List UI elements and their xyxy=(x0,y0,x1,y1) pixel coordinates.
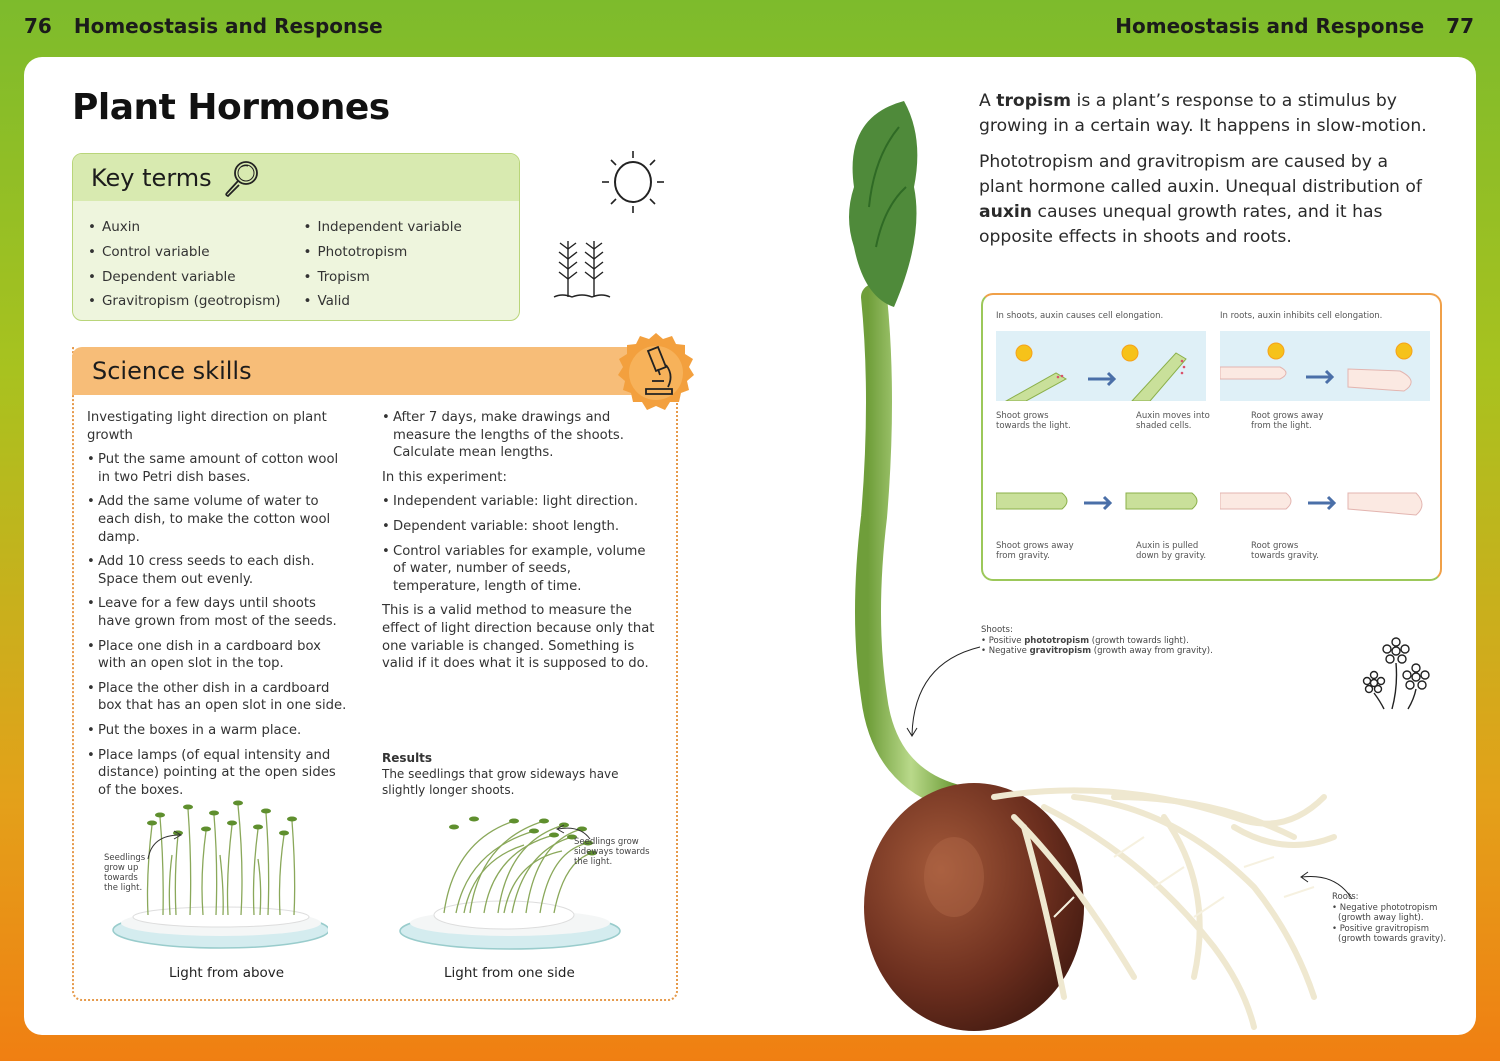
shoot-phototropism-panel xyxy=(996,331,1206,401)
results-block xyxy=(382,750,632,798)
science-skills-column-2 xyxy=(382,409,662,680)
method-step: • Add the same volume of water to each dish, to make the cotton wool damp. xyxy=(87,493,347,546)
key-terms-box xyxy=(72,153,520,321)
results-text: The seedlings that grow sideways have slightly longer shoots. xyxy=(382,767,619,797)
method-step: • Place one dish in a cardboard box with an open slot in the top. xyxy=(87,638,347,673)
key-term: • Auxin xyxy=(88,215,304,240)
experiment-heading: In this experiment: xyxy=(382,469,507,485)
magnifier-icon xyxy=(219,158,263,198)
page-title: Plant Hormones xyxy=(72,87,390,128)
seedlings-doodle-icon xyxy=(552,235,612,301)
key-terms-header xyxy=(73,154,519,201)
shoots-annotation: Shoots: • Positive phototropism (growth towards light). • Negative gravitropism (growth away from gravity). xyxy=(981,625,1213,656)
shoot-gravity-diagram xyxy=(996,481,1206,527)
experiment-intro: Investigating light direction on plant growth xyxy=(87,410,327,443)
book-spread xyxy=(24,57,1476,1035)
flowers-doodle-icon xyxy=(1362,637,1434,711)
auxin-label-5: Auxin is pulled down by gravity. xyxy=(1136,541,1207,561)
dish1-annotation: Seedlings grow up towards the light. xyxy=(104,853,146,893)
science-skills-header xyxy=(72,347,678,395)
roots-diagram-title: In roots, auxin inhibits cell elongation. xyxy=(1220,311,1383,321)
variable-item: • Dependent variable: shoot length. xyxy=(382,518,662,536)
auxin-label-1: Shoot grows towards the light. xyxy=(996,411,1071,431)
tropism-term: tropism xyxy=(996,91,1072,111)
root-phototropism-panel xyxy=(1220,331,1430,401)
root-light-diagram xyxy=(1220,331,1430,401)
key-terms-left-list xyxy=(88,215,304,314)
dish2-annotation: Seedlings grow sideways towards the light. xyxy=(574,837,650,867)
results-title: Results xyxy=(382,751,433,765)
method-step: • Add 10 cress seeds to each dish. Space them out evenly. xyxy=(87,553,347,588)
intro-paragraph-1: A tropism is a plant’s response to a stimulus by growing in a certain way. It happens in slow-motion. xyxy=(979,91,1427,137)
method-step: • Put the same amount of cotton wool in two Petri dish bases. xyxy=(87,451,347,486)
auxin-diagram xyxy=(981,293,1442,581)
auxin-term: auxin xyxy=(979,202,1033,223)
sun-doodle-icon xyxy=(600,149,666,215)
method-step: • Put the boxes in a warm place. xyxy=(87,722,347,740)
key-terms-right-list xyxy=(304,215,520,314)
key-term: • Gravitropism (geotropism) xyxy=(88,289,304,314)
shoots-diagram-title: In shoots, auxin causes cell elongation. xyxy=(996,311,1164,321)
auxin-label-2: Auxin moves into shaded cells. xyxy=(1136,411,1210,431)
root-gravitropism-panel xyxy=(1220,481,1430,527)
key-terms-heading: Key terms xyxy=(91,164,212,192)
shoots-pointer-arrow xyxy=(904,643,984,743)
microscope-badge-icon xyxy=(614,331,698,415)
key-term: • Independent variable xyxy=(304,215,520,240)
science-skills-heading: Science skills xyxy=(92,357,252,385)
key-term: • Valid xyxy=(304,289,520,314)
left-page-header xyxy=(24,14,383,38)
validity-text: This is a valid method to measure the effect of light direction because only that one variable is changed. Something is valid if it does what it is supposed to do. xyxy=(382,603,655,672)
dish1-caption: Light from above xyxy=(169,965,285,981)
shoot-gravitropism-panel xyxy=(996,481,1206,527)
method-step: • Place lamps (of equal intensity and distance) pointing at the open sides of the boxes. xyxy=(87,747,347,800)
roots-annotation: Roots: • Negative phototropism (growth away light). • Positive gravitropism (growth towards gravity). xyxy=(1332,892,1447,944)
method-step: • Leave for a few days until shoots have grown from most of the seeds. xyxy=(87,595,347,630)
auxin-label-4: Shoot grows away from gravity. xyxy=(996,541,1074,561)
root-gravity-diagram xyxy=(1220,481,1430,527)
key-term: • Phototropism xyxy=(304,240,520,265)
key-term: • Dependent variable xyxy=(88,265,304,290)
dish2-caption: Light from one side xyxy=(444,965,575,981)
variable-item: • Independent variable: light direction. xyxy=(382,493,662,511)
method-step: • After 7 days, make drawings and measure the lengths of the shoots. Calculate mean lengths. xyxy=(382,409,662,462)
right-page-number: 77 xyxy=(1446,14,1474,38)
auxin-label-6: Root grows towards gravity. xyxy=(1251,541,1319,561)
right-header-title: Homeostasis and Response xyxy=(1115,14,1425,38)
shoot-light-diagram xyxy=(996,331,1206,401)
auxin-label-3: Root grows away from the light. xyxy=(1251,411,1324,431)
right-page-header xyxy=(1115,14,1474,38)
intro-paragraph-2: Phototropism and gravitropism are caused by a plant hormone called auxin. Unequal distribution of auxin causes unequal growth rates, and it has opposite effects in shoots and roots. xyxy=(979,151,1422,248)
science-skills-column-1 xyxy=(87,409,347,806)
key-term: • Control variable xyxy=(88,240,304,265)
left-header-title: Homeostasis and Response xyxy=(73,14,383,38)
key-term: • Tropism xyxy=(304,265,520,290)
variable-item: • Control variables for example, volume of water, number of seeds, temperature, length of time. xyxy=(382,543,662,596)
roots-pointer-arrow xyxy=(1296,865,1356,905)
petri-dish-light-from-side-image xyxy=(394,801,626,955)
left-page-number: 76 xyxy=(24,14,52,38)
method-step: • Place the other dish in a cardboard box that has an open slot in one side. xyxy=(87,680,347,715)
